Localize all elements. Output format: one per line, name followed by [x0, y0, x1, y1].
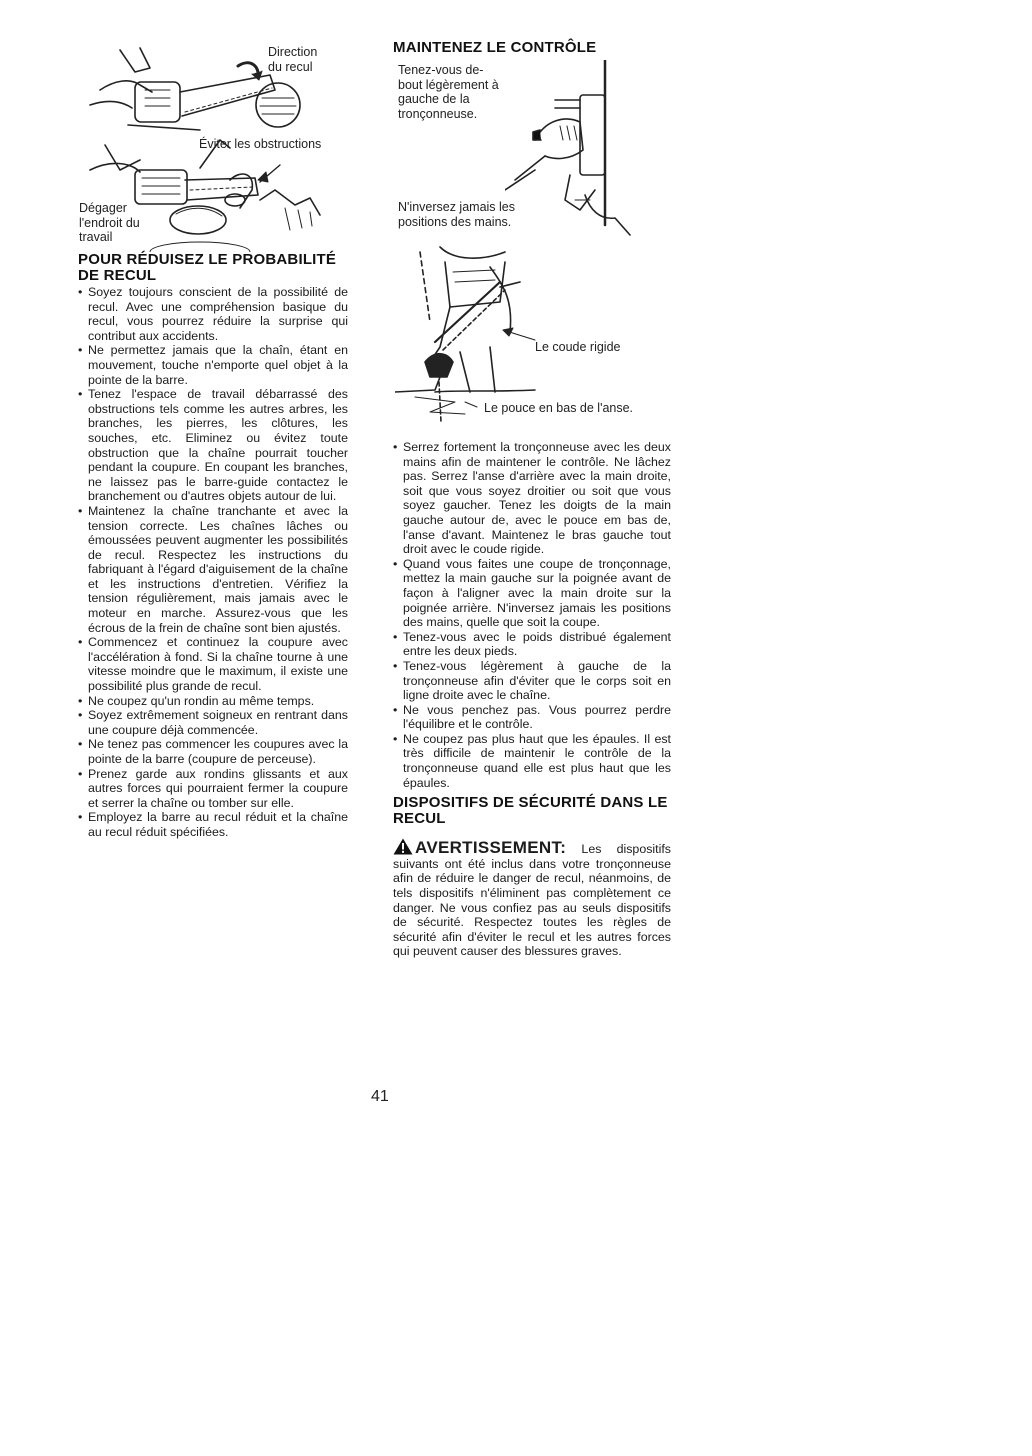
- list-item: • Employez la barre au recul réduit et la chaîne au recul réduit spécifiées.: [78, 810, 348, 839]
- stance-drawing: [395, 242, 550, 422]
- warning-label: AVERTISSEMENT:: [415, 838, 567, 858]
- caption-eviter-obstructions: Éviter les obstructions: [199, 137, 322, 151]
- hand-position-drawing: [505, 60, 635, 240]
- caption-direction-recul: Direction du recul: [268, 45, 318, 74]
- caption-legerement-gauche: Tenez-vous de- bout légèrement à gauche de la tronçonneuse.: [398, 63, 499, 121]
- list-item: • Ne tenez pas commencer les coupures avec la pointe de la barre (coupure de perceuse).: [78, 737, 348, 766]
- list-item: • Soyez toujours conscient de la possibilité de recul. Avec une compréhension basique du recul, vous pourrez réduire la surprise qui contribut aux accidents.: [78, 285, 348, 343]
- left-column: [78, 252, 348, 840]
- list-item: • Serrez fortement la tronçonneuse avec les deux mains afin de maintener le contrôle. Ne lâchez pas. Serrez l'anse d'arrière avec la main droite, soit que vous soyez droitier ou soit que vous soyez gaucher. Tenez les doigts de la main gauche autour de, avec le pouce em bas de, l'anse d'avant. Maintenez le bras gauche tout droit avec le coude rigide.: [393, 440, 671, 557]
- list-item: • Ne coupez pas plus haut que les épaules. Il est très difficile de maintenir le contrôle de la tronçonneuse quand elle est plus haut que les épaules.: [393, 732, 671, 790]
- list-item: • Maintenez la chaîne tranchante et avec la tension correcte. Les chaînes lâches ou émoussées peuvent augmenter les possibilités de recul. Respectez les instructions du fabriquant à l'égard d'aiguisement de la chaîne et les instructions d'entretien. Vérifiez la tension régulièrement, mais jamais avec le moteur en marche. Assurez-vous que les écrous de la frein de chaîne sont bien ajustés.: [78, 504, 348, 635]
- list-item: • Prenez garde aux rondins glissants et aux autres forces qui pourraient fermer la coupure et serrer la chaîne ou tomber sur elle.: [78, 767, 348, 811]
- hand-position-illustration: [505, 60, 635, 240]
- heading-reduire-recul: POUR RÉDUISEZ LE PROBABILITÉ DE RECUL: [78, 251, 337, 284]
- right-column: [393, 440, 671, 959]
- controle-bullet-list: [393, 440, 671, 790]
- list-item: • Ne coupez qu'un rondin au même temps.: [78, 694, 348, 709]
- list-item: • Tenez-vous avec le poids distribué également entre les deux pieds.: [393, 630, 671, 659]
- recul-bullet-list: [78, 285, 348, 840]
- heading-maintenez-controle: MAINTENEZ LE CONTRÔLE: [393, 39, 597, 56]
- list-item: • Tenez-vous légèrement à gauche de la tronçonneuse afin d'éviter que le corps soit en ligne droite avec le chaîne.: [393, 659, 671, 703]
- page-number: 41: [371, 1088, 389, 1105]
- stance-illustration: [395, 242, 550, 422]
- warning-text: Les dispositifs suivants ont été inclus dans votre tronçonneuse afin de réduire le danger de recul, néanmoins, de tels dispositifs n'éliminent pas complètement ce danger. Ne vous confiez pas au seuls dispositifs de sécurité. Respectez toutes les règles de sécurité afin d'éviter le recul et les autres forces qui peuvent causer des blessures graves.: [393, 842, 671, 959]
- warning-paragraph: [393, 838, 671, 959]
- warning-triangle-icon: [393, 838, 413, 855]
- list-item: • Ne permettez jamais que la chaîn, étant en mouvement, touche n'emporte quel objet à la pointe de la barre.: [78, 343, 348, 387]
- caption-coude-rigide: Le coude rigide: [535, 340, 621, 354]
- list-item: • Commencez et continuez la coupure avec l'accélération à fond. Si la chaîne tourne à une vitesse moindre que le maximum, il existe une possibilité plus grande de recul.: [78, 635, 348, 693]
- caption-degager-endroit: Dégager l'endroit du travail: [79, 201, 140, 244]
- caption-inversez-mains: N'inversez jamais les positions des mains.: [398, 200, 516, 229]
- heading-dispositifs-securite: DISPOSITIFS DE SÉCURITÉ DANS LE RECUL: [393, 794, 668, 827]
- list-item: • Ne vous penchez pas. Vous pourrez perdre l'équilibre et le contrôle.: [393, 703, 671, 732]
- list-item: • Tenez l'espace de travail débarrassé des obstructions tels comme les autres arbres, les branches, les pierres, les clôtures, les souches, etc. Eliminez ou évitez toute obstruction que la chaîne pourrait toucher pendant la coupure. En coupant les branches, ne laissez pas le barre-guide contactez le branchement ou d'autres objets autour de lui.: [78, 387, 348, 504]
- list-item: • Quand vous faites une coupe de tronçonnage, mettez la main gauche sur la poignée avant de façon à l'aligner avec la main droite sur la poignée arrière. N'inversez jamais les positions des mains, quelle que soit la coupe.: [393, 557, 671, 630]
- list-item: • Soyez extrêmement soigneux en rentrant dans une coupure déjà commencée.: [78, 708, 348, 737]
- caption-pouce-anse: Le pouce en bas de l'anse.: [484, 401, 634, 415]
